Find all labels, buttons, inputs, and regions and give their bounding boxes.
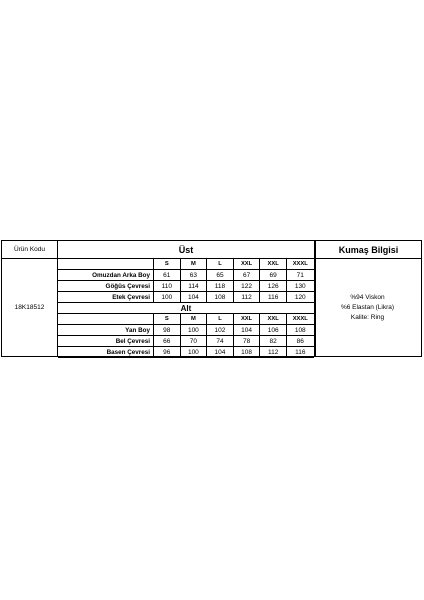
table-cell: 104 — [181, 292, 208, 303]
fabric-line: %6 Elastan (Likra) — [340, 303, 395, 311]
size-header-cell: L — [207, 259, 234, 270]
table-cell: 108 — [207, 292, 234, 303]
table-cell: 122 — [234, 281, 261, 292]
table-cell: 100 — [154, 292, 181, 303]
top-size-header-row — [58, 259, 314, 270]
table-cell: 67 — [234, 270, 261, 281]
table-cell: 130 — [287, 281, 314, 292]
size-header-cell: XXXL — [287, 259, 314, 270]
size-header-cell: M — [181, 259, 208, 270]
table-cell: 61 — [154, 270, 181, 281]
table-cell: 118 — [207, 281, 234, 292]
table-row — [58, 325, 314, 336]
bottom-size-header-row — [58, 314, 314, 325]
row-label: Yan Boy — [58, 325, 154, 336]
size-header-cell: XXL — [234, 314, 261, 325]
size-header-cell: XXXL — [287, 314, 314, 325]
table-cell: 104 — [234, 325, 261, 336]
size-header-cell: L — [207, 314, 234, 325]
product-code-header: Ürün Kodu — [2, 241, 58, 259]
size-chart-table — [1, 240, 422, 357]
table-row — [58, 281, 314, 292]
table-cell: 82 — [260, 336, 287, 347]
table-row — [58, 347, 314, 358]
table-cell: 120 — [287, 292, 314, 303]
table-cell: 71 — [287, 270, 314, 281]
row-label: Omuzdan Arka Boy — [58, 270, 154, 281]
fabric-line: %94 Viskon — [350, 293, 385, 301]
table-cell: 108 — [287, 325, 314, 336]
measurements-grid — [58, 259, 316, 356]
row-label: Göğüs Çevresi — [58, 281, 154, 292]
size-header-cell: S — [154, 259, 181, 270]
table-row — [58, 270, 314, 281]
table-cell: 96 — [154, 347, 181, 358]
table-cell: 110 — [154, 281, 181, 292]
table-cell: 69 — [260, 270, 287, 281]
size-header-label-cell — [58, 259, 154, 270]
table-cell: 63 — [181, 270, 208, 281]
table-cell: 104 — [207, 347, 234, 358]
table-cell: 112 — [234, 292, 261, 303]
table-cell: 98 — [154, 325, 181, 336]
table-cell: 112 — [260, 347, 287, 358]
size-header-cell: XXL — [260, 314, 287, 325]
table-cell: 108 — [234, 347, 261, 358]
size-header-cell: M — [181, 314, 208, 325]
table-cell: 126 — [260, 281, 287, 292]
row-label: Basen Çevresi — [58, 347, 154, 358]
table-cell: 100 — [181, 325, 208, 336]
fabric-line: Kalite: Ring — [350, 313, 385, 321]
fabric-info — [314, 259, 419, 356]
table-cell: 116 — [287, 347, 314, 358]
row-label: Etek Çevresi — [58, 292, 154, 303]
top-section-header: Üst — [58, 241, 316, 259]
table-row — [58, 292, 314, 303]
table-cell: 65 — [207, 270, 234, 281]
table-cell: 114 — [181, 281, 208, 292]
row-label: Bel Çevresi — [58, 336, 154, 347]
size-header-label-cell — [58, 314, 154, 325]
bottom-section-header: Alt — [58, 303, 314, 314]
size-header-cell: XXL — [234, 259, 261, 270]
table-cell: 106 — [260, 325, 287, 336]
table-cell: 78 — [234, 336, 261, 347]
table-cell: 74 — [207, 336, 234, 347]
size-header-cell: S — [154, 314, 181, 325]
size-header-cell: XXL — [260, 259, 287, 270]
table-cell: 102 — [207, 325, 234, 336]
table-cell: 86 — [287, 336, 314, 347]
fabric-info-header: Kumaş Bilgisi — [316, 241, 421, 259]
product-code-value: 18K18512 — [2, 259, 58, 356]
table-cell: 70 — [181, 336, 208, 347]
table-cell: 66 — [154, 336, 181, 347]
table-cell: 116 — [260, 292, 287, 303]
table-row — [58, 336, 314, 347]
table-cell: 100 — [181, 347, 208, 358]
